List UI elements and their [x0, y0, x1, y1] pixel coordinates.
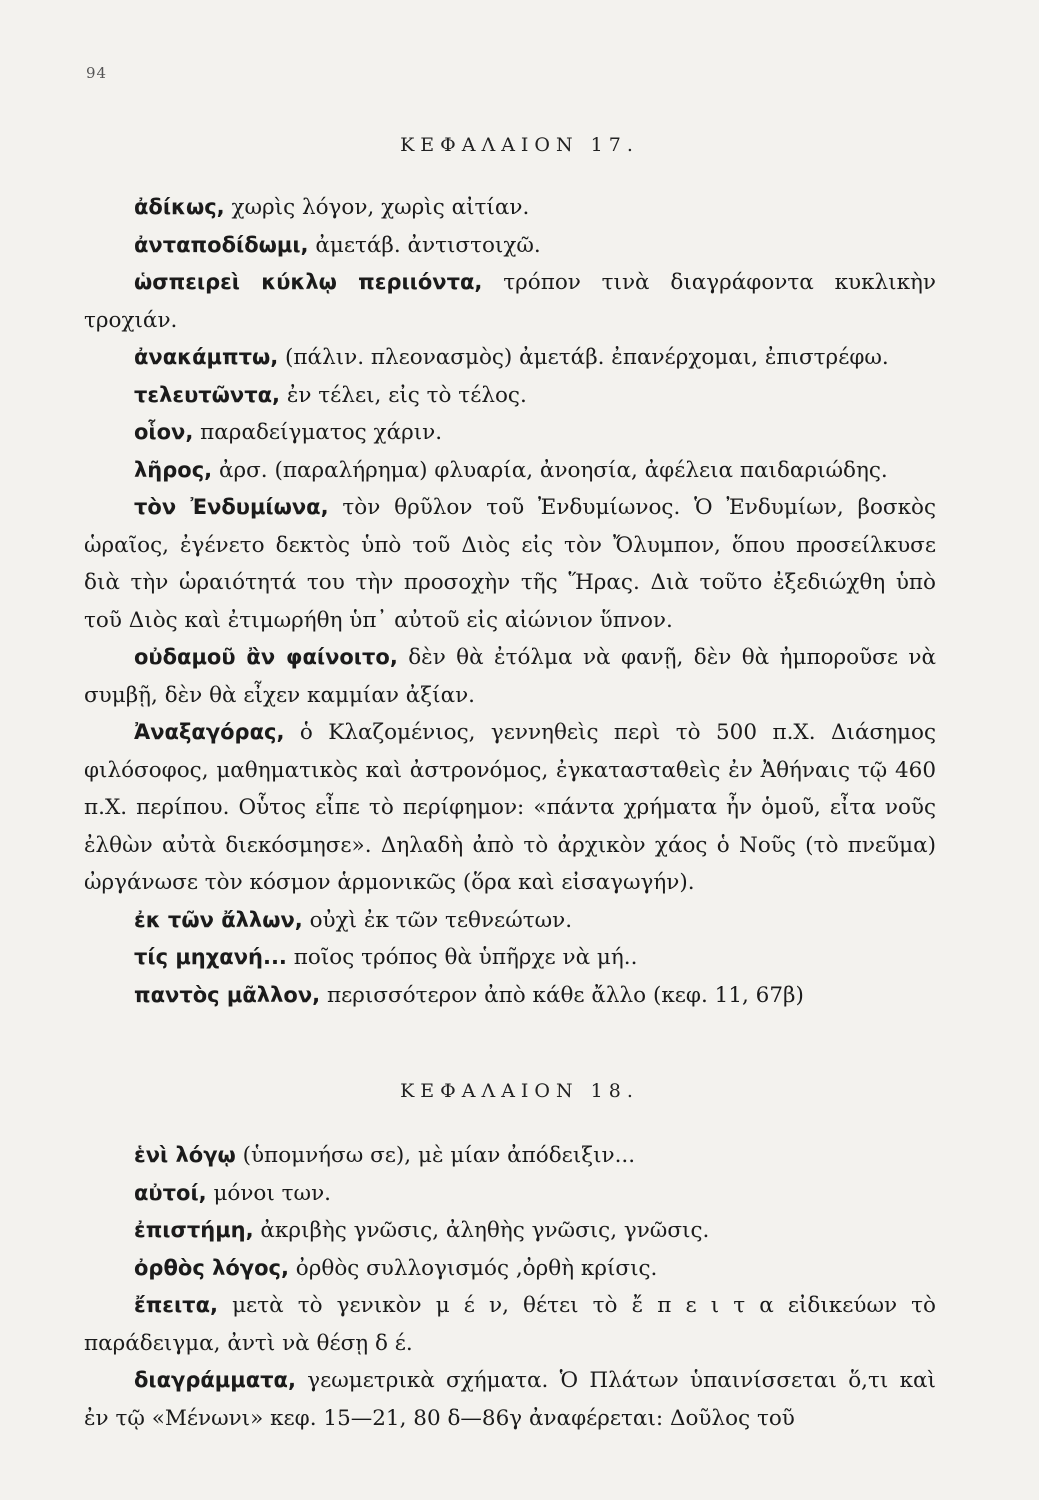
glossary-entry [84, 639, 936, 714]
headword: αὐτοί, [134, 1180, 207, 1205]
definition: ὁ Κλαζομένιος, γεννηθεὶς περὶ τὸ 500 π.Χ. Διάσημος φιλόσοφος, μαθηματικὸς καὶ ἀστρονόμος, ἐγκατασταθεὶς ἐν Ἀθήναις τῷ 460 π.Χ. περίπου. Οὗτος εἶπε τὸ περίφημον: «πάντα χρήματα ἦν ὁμοῦ, εἶτα νοῦς ἐλθὼν αὐτὰ διεκόσμησε». Δηλαδὴ ἀπὸ τὸ ἀρχικὸν χάος ὁ Νοῦς (τὸ πνεῦμα) ὠργάνωσε τὸν κόσμον ἁρμονικῶς (ὅρα καὶ εἰσαγωγήν). [84, 720, 936, 895]
headword: ὡσπειρεὶ κύκλῳ περιιόντα, [134, 270, 483, 294]
definition: ἀμετάβ. ἀντιστοιχῶ. [308, 232, 541, 258]
glossary-entry [84, 189, 936, 227]
headword: τίς μηχανή... [134, 945, 287, 969]
definition: (πάλιν. πλεονασμὸς) ἀμετάβ. ἐπανέρχομαι, ἐπιστρέφω. [278, 345, 889, 370]
glossary-entry [84, 452, 936, 490]
headword: παντὸς μᾶλλον, [134, 982, 321, 1007]
definition: χωρὶς λόγον, χωρὶς αἰτίαν. [224, 195, 530, 220]
headword: ἔπειτα, [134, 1293, 218, 1317]
definition: παραδείγματος χάριν. [193, 420, 443, 445]
definition: ποῖος τρόπος θὰ ὑπῆρχε νὰ μή.. [286, 945, 638, 970]
glossary-entry [84, 977, 936, 1015]
definition: γεωμετρικὰ σχήματα. Ὁ Πλάτων ὑπαινίσσεται ὅ,τι καὶ ἐν τῷ «Μένωνι» κεφ. 15—21, 80 δ—86γ ἀναφέρεται: Δοῦλος τοῦ [84, 1368, 936, 1431]
definition: (ὑπομνήσω σε), μὲ μίαν ἀπόδειξιν... [235, 1143, 636, 1168]
headword: ἐκ τῶν ἄλλων, [134, 907, 303, 932]
glossary-entry [84, 1212, 936, 1250]
headword: οἷον, [134, 420, 194, 444]
headword: λῆρος, [134, 457, 213, 482]
definition: ἀρσ. (παραλήρημα) φλυαρία, ἀνοησία, ἀφέλεια παιδαριώδης. [212, 457, 888, 483]
headword: διαγράμματα, [134, 1368, 296, 1392]
chapter-18-heading: ΚΕΦΑΛΑΙΟΝ 18. [400, 1080, 639, 1102]
headword: τελευτῶντα, [134, 382, 281, 407]
glossary-entry [84, 339, 936, 377]
glossary-entry [84, 377, 936, 415]
glossary-entry [84, 1137, 936, 1175]
definition: οὐχὶ ἐκ τῶν τεθνεώτων. [302, 907, 573, 933]
headword: ὀρθὸς λόγος, [134, 1255, 289, 1280]
glossary-entry [84, 1250, 936, 1288]
glossary-entry [84, 1287, 936, 1362]
definition: μόνοι των. [206, 1180, 331, 1206]
headword: ἀδίκως, [134, 195, 225, 219]
headword: ἀνταποδίδωμι, [134, 232, 309, 257]
glossary-entry [84, 1175, 936, 1213]
glossary-entry [84, 902, 936, 940]
definition: ἀκριβὴς γνῶσις, ἀληθὴς γνῶσις, γνῶσις. [253, 1218, 710, 1243]
chapter-17-body [84, 189, 936, 1014]
headword: ἑνὶ λόγῳ [134, 1143, 236, 1167]
glossary-entry [84, 939, 936, 977]
definition: δὲν θὰ ἐτόλμα νὰ φανῇ, δὲν θὰ ἠμποροῦσε νὰ συμβῇ, δὲν θὰ εἶχεν καμμίαν ἀξίαν. [84, 645, 936, 708]
headword: τὸν Ἐνδυμίωνα, [134, 495, 329, 519]
definition: τρόπον τινὰ διαγράφοντα κυκλικὴν τροχιάν. [84, 270, 936, 333]
chapter-17-heading: ΚΕΦΑΛΑΙΟΝ 17. [400, 134, 639, 156]
definition: τὸν θρῦλον τοῦ Ἐνδυμίωνος. Ὁ Ἐνδυμίων, βοσκὸς ὡραῖος, ἐγένετο δεκτὸς ὑπὸ τοῦ Διὸς εἰς τὸν Ὄλυμπον, ὅπου προσείλκυσε διὰ τὴν ὡραιότητά του τὴν προσοχὴν τῆς Ἥρας. Διὰ τοῦτο ἐξεδιώχθη ὑπὸ τοῦ Διὸς καὶ ἐτιμωρήθη ὑπ᾽ αὐτοῦ εἰς αἰώνιον ὕπνον. [84, 495, 936, 633]
glossary-entry [84, 264, 936, 339]
chapter-18-body [84, 1137, 936, 1437]
glossary-entry [84, 489, 936, 639]
definition: ὀρθὸς συλλογισμός ,ὀρθὴ κρίσις. [288, 1255, 658, 1281]
definition: περισσότερον ἀπὸ κάθε ἄλλο (κεφ. 11, 67β) [320, 982, 804, 1008]
headword: ἀνακάμπτω, [134, 345, 279, 369]
headword: οὐδαμοῦ ἂν φαίνοιτο, [134, 645, 398, 669]
headword: Ἀναξαγόρας, [134, 720, 285, 744]
glossary-entry [84, 227, 936, 265]
glossary-entry [84, 714, 936, 902]
glossary-entry [84, 1362, 936, 1437]
headword: ἐπιστήμη, [134, 1218, 254, 1242]
definition: μετὰ τὸ γενικὸν μ έ ν, θέτει τὸ ἔ π ε ι τ α εἰδικεύων τὸ παράδειγμα, ἀντὶ νὰ θέσῃ δ έ. [84, 1293, 936, 1356]
page-number: 94 [86, 64, 108, 82]
definition: ἐν τέλει, εἰς τὸ τέλος. [280, 382, 527, 408]
glossary-entry [84, 414, 936, 452]
